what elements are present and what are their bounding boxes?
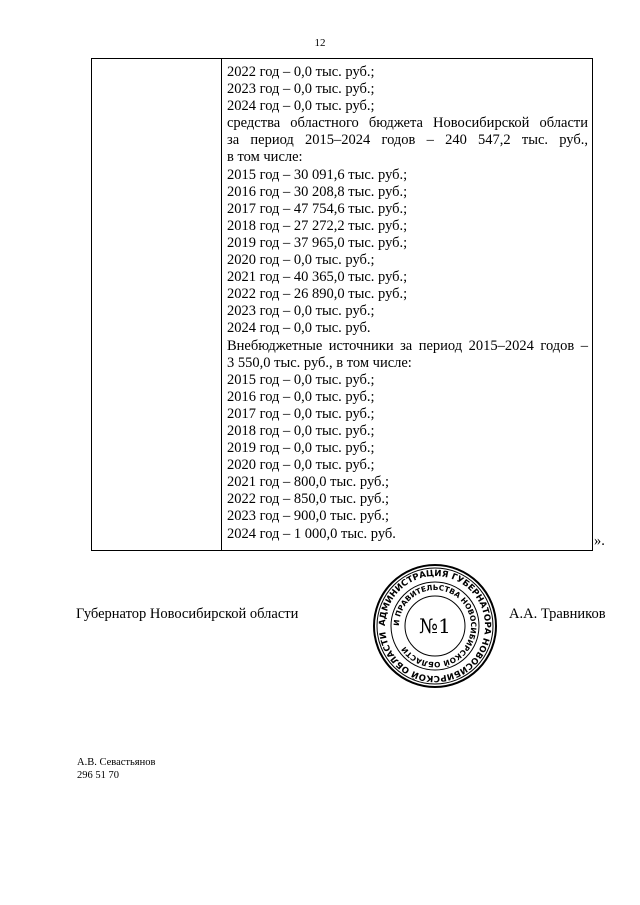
funding-line: 2022 год – 850,0 тыс. руб.; — [227, 491, 390, 508]
page-number: 12 — [314, 37, 326, 49]
stamp-outer-text: АДМИНИСТРАЦИЯ ГУБЕРНАТОРА НОВОСИБИРСКОЙ ОБЛАСТИ — [377, 568, 493, 684]
executor-name: А.В. Севастьянов — [77, 757, 156, 768]
funding-line: 2021 год – 40 365,0 тыс. руб.; — [227, 269, 408, 286]
funding-table — [91, 58, 593, 551]
funding-line: 2018 год – 27 272,2 тыс. руб.; — [227, 217, 408, 234]
funding-line: 2019 год – 37 965,0 тыс. руб.; — [227, 234, 408, 251]
funding-line: 2022 год – 0,0 тыс. руб.; — [227, 64, 375, 80]
funding-line: 2016 год – 30 208,8 тыс. руб.; — [227, 183, 408, 200]
funding-line: 2024 год – 0,0 тыс. руб. — [227, 320, 371, 337]
funding-line: 2017 год – 0,0 тыс. руб.; — [227, 405, 375, 422]
funding-line: 2016 год – 0,0 тыс. руб.; — [227, 388, 375, 405]
funding-line: 2023 год – 900,0 тыс. руб.; — [227, 508, 390, 525]
funding-line: 2020 год – 0,0 тыс. руб.; — [227, 457, 375, 474]
governor-title: Губернатор Новосибирской области — [76, 606, 299, 622]
executor-block — [77, 756, 155, 782]
funding-line: 2023 год – 0,0 тыс. руб.; — [227, 81, 375, 98]
funding-line: 2024 год – 0,0 тыс. руб.; — [227, 98, 375, 115]
stamp-center-number: №1 — [419, 614, 451, 638]
executor-phone: 296 51 70 — [77, 770, 119, 781]
funding-line: 2024 год – 1 000,0 тыс. руб. — [227, 525, 396, 542]
funding-line: 2019 год – 0,0 тыс. руб.; — [227, 440, 375, 457]
official-stamp — [371, 562, 499, 690]
funding-line: 3 550,0 тыс. руб., в том числе: — [227, 354, 412, 371]
funding-line: 2021 год – 800,0 тыс. руб.; — [227, 474, 390, 491]
funding-line: за период 2015–2024 годов – 240 547,2 тыс. руб., — [227, 132, 588, 149]
funding-cell — [227, 64, 588, 543]
funding-line: 2015 год – 30 091,6 тыс. руб.; — [227, 166, 408, 183]
funding-line: в том числе: — [227, 149, 303, 166]
closing-quote: ». — [594, 533, 605, 549]
funding-line: средства областного бюджета Новосибирской области — [227, 115, 588, 132]
governor-name: А.А. Травников — [509, 606, 606, 622]
funding-line: 2015 год – 0,0 тыс. руб.; — [227, 371, 375, 388]
table-column-divider — [221, 59, 222, 550]
funding-line: 2020 год – 0,0 тыс. руб.; — [227, 252, 375, 269]
funding-line: 2018 год – 0,0 тыс. руб.; — [227, 422, 375, 439]
funding-line: 2022 год – 26 890,0 тыс. руб.; — [227, 286, 408, 303]
funding-line: 2023 год – 0,0 тыс. руб.; — [227, 303, 375, 320]
funding-line: Внебюджетные источники за период 2015–2024 годов – — [227, 337, 588, 354]
funding-line: 2017 год – 47 754,6 тыс. руб.; — [227, 200, 408, 217]
stamp-inner-text: И ПРАВИТЕЛЬСТВА НОВОСИБИРСКОЙ ОБЛАСТИ — [391, 582, 479, 670]
